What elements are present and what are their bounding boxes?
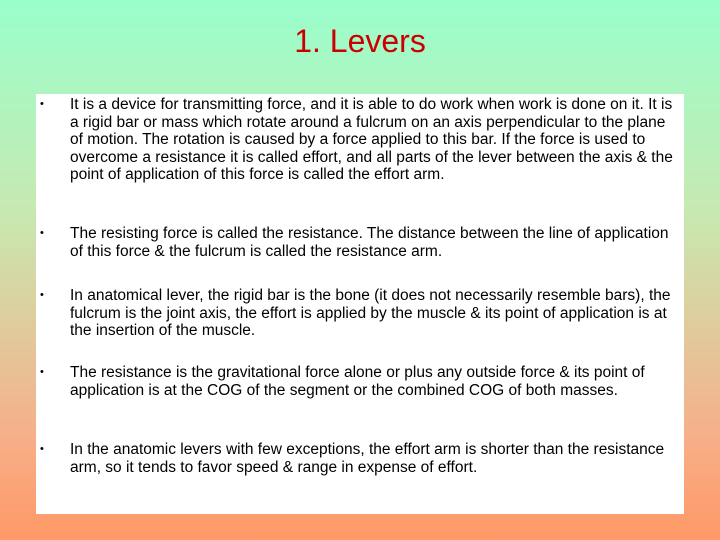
content-box [36, 94, 684, 514]
bullet-text: In the anatomic levers with few exceptions, the effort arm is shorter than the resistance arm, so it tends to favor speed & range in expense of effort. [70, 441, 665, 476]
bullet-text: In anatomical lever, the rigid bar is the bone (it does not necessarily resemble bars), the fulcrum is the joint axis, the effort is applied by the muscle & its point of application is at the insertion of the muscle. [70, 287, 671, 339]
bullet-dot-icon: • [40, 366, 44, 378]
bullet-dot-icon: • [40, 289, 44, 301]
bullet-text: It is a device for transmitting force, and it is able to do work when work is done on it. It is a rigid bar or mass which rotate around a fulcrum on an axis perpendicular to the plane of motion. The rotation is caused by a force applied to this bar. If the force is used to overcome a resistance it is called effort, and all parts of the lever between the axis & the point of application of this force is called the effort arm. [70, 96, 673, 183]
bullet-dot-icon: • [40, 98, 44, 110]
bullet-dot-icon: • [40, 443, 44, 455]
bullet-dot-icon: • [40, 227, 44, 239]
slide-title: 1. Levers [294, 23, 426, 59]
bullet-text: The resisting force is called the resistance. The distance between the line of application of this force & the fulcrum is called the resistance arm. [70, 225, 669, 260]
bullet-text: The resistance is the gravitational force alone or plus any outside force & its point of application is at the COG of the segment or the combined COG of both masses. [70, 364, 645, 399]
